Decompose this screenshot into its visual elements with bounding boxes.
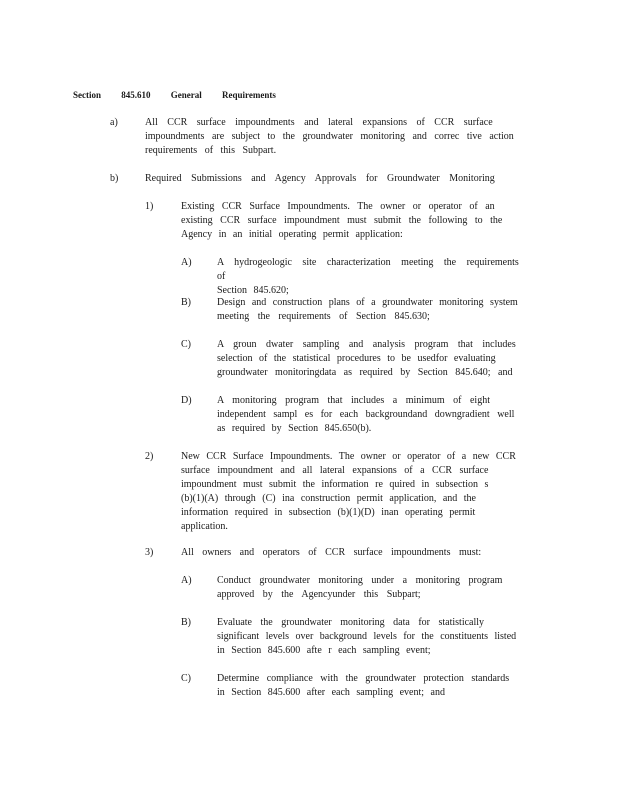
text-line: A groun dwater sampling and analysis program that includes (217, 339, 516, 350)
heading-requirements: Requirements (222, 90, 276, 100)
text-line: application. (181, 521, 228, 532)
text-line: Existing CCR Surface Impoundments. The owner or operator of an (181, 201, 495, 212)
text-line: All owners and operators of CCR surface impoundments must: (181, 547, 482, 558)
text-line: Conduct groundwater monitoring under a monitoring program (217, 575, 503, 586)
text-line: Section 845.620; (217, 285, 289, 296)
text-line: Required Submissions and Agency Approvals for Groundwater Monitoring (145, 173, 495, 184)
text-line: selection of the statistical procedures to be usedfor evaluating (217, 353, 496, 364)
clause-label: C) (181, 673, 191, 684)
text-line: information required in subsection (b)(1)(D) inan operating permit (181, 507, 476, 518)
paragraph-label: 2) (145, 451, 154, 462)
text-line: Determine compliance with the groundwater protection standards (217, 673, 510, 684)
paragraph-text (181, 200, 521, 242)
clause-label: D) (181, 395, 192, 406)
section-heading (73, 88, 294, 102)
text-line: meeting the requirements of Section 845.630; (217, 311, 430, 322)
clause-text (217, 574, 537, 602)
paragraph-text (181, 546, 531, 560)
text-line: New CCR Surface Impoundments. The owner or operator of a new CCR (181, 451, 516, 462)
subsection-label: b) (110, 173, 119, 184)
clause-label: A) (181, 257, 192, 268)
paragraph-label: 3) (145, 547, 154, 558)
text-line: in Section 845.600 afte r each sampling event; (217, 645, 431, 656)
text-line: Design and construction plans of a groundwater monitoring system (217, 297, 518, 308)
clause-label: B) (181, 617, 191, 628)
text-line: (b)(1)(A) through (C) ina construction permit application, and the (181, 493, 476, 504)
clause-label: C) (181, 339, 191, 350)
subsection-label: a) (110, 117, 118, 128)
text-line: Agency in an initial operating permit application: (181, 229, 403, 240)
text-line: approved by the Agencyunder this Subpart; (217, 589, 421, 600)
text-line: impoundment must submit the information re quired in subsection s (181, 479, 489, 490)
clause-text (217, 338, 537, 380)
text-line: groundwater monitoringdata as required by Section 845.640; and (217, 367, 513, 378)
subsection-text (145, 116, 555, 158)
clause-label: A) (181, 575, 192, 586)
text-line: significant levels over background levels for the constituents listed (217, 631, 517, 642)
section-word: Section (73, 90, 101, 100)
text-line: in Section 845.600 after each sampling event; and (217, 687, 445, 698)
clause-text (217, 394, 537, 436)
subsection-text (145, 172, 555, 186)
text-line: A monitoring program that includes a minimum of eight (217, 395, 490, 406)
section-number: 845.610 (121, 90, 151, 100)
text-line: existing CCR surface impoundment must submit the following to the (181, 215, 503, 226)
clause-text (217, 256, 537, 298)
paragraph-label: 1) (145, 201, 154, 212)
heading-general: General (170, 90, 202, 100)
text-line: A hydrogeologic site characterization meeting the requirements of (217, 257, 519, 282)
text-line: impoundments are subject to the groundwater monitoring and correc tive action (145, 131, 514, 142)
clause-text (217, 616, 547, 658)
clause-label: B) (181, 297, 191, 308)
text-line: as required by Section 845.650(b). (217, 423, 372, 434)
paragraph-text (181, 450, 531, 534)
text-line: Evaluate the groundwater monitoring data for statistically (217, 617, 485, 628)
text-line: independent sampl es for each backgroundand downgradient well (217, 409, 515, 420)
text-line: All CCR surface impoundments and lateral expansions of CCR surface (145, 117, 493, 128)
clause-text (217, 672, 547, 700)
text-line: requirements of this Subpart. (145, 145, 277, 156)
clause-text (217, 296, 537, 324)
text-line: surface impoundment and all lateral expansions of a CCR surface (181, 465, 489, 476)
